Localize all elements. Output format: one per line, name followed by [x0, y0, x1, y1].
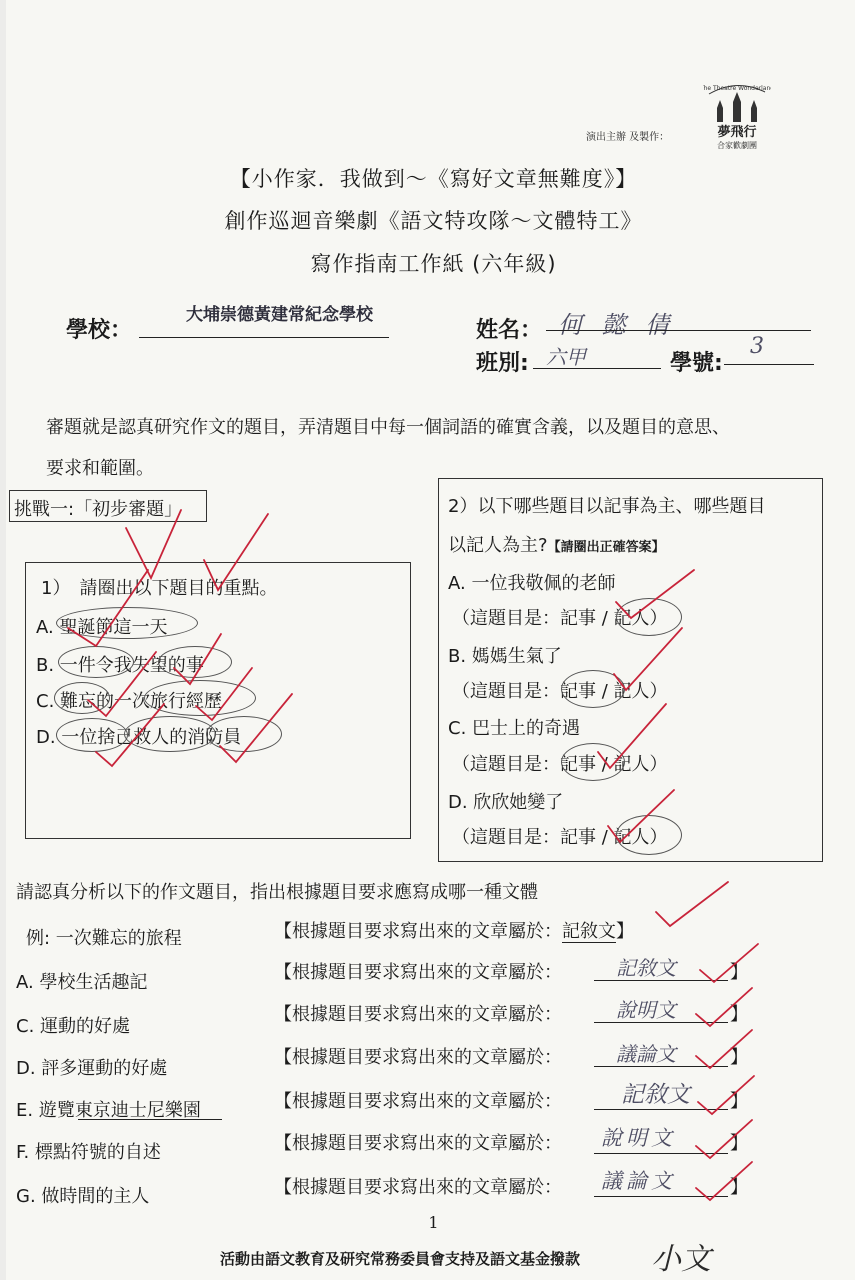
- number-label: 學號:: [670, 351, 723, 376]
- page-number: 1: [428, 1213, 439, 1232]
- check-mark: [656, 882, 728, 926]
- teacher-signature: 小文: [651, 1242, 711, 1277]
- check-mark: [204, 514, 268, 590]
- check-mark: [700, 944, 758, 982]
- school-value: 大埔崇德黃建常紀念學校: [186, 305, 373, 325]
- check-mark: [220, 694, 292, 762]
- title-line-1: 【小作家．我做到～《寫好文章無難度》】: [229, 167, 638, 191]
- example-prefix: 【根據題目要求寫出來的文章屬於：: [274, 921, 562, 942]
- check-mark: [696, 1120, 752, 1158]
- q1-option-c: C. 難忘的一次旅行經歷: [36, 691, 223, 712]
- check-mark: [696, 1162, 752, 1200]
- name-label: 姓名：: [476, 318, 543, 343]
- check-mark: [68, 570, 148, 646]
- row-e-answer: 記敘文: [621, 1082, 690, 1108]
- q2-item-b-answer: （這題目是：記事 / 記人）: [452, 681, 668, 702]
- title-line-2: 創作巡迴音樂劇《語文特攻隊～文體特工》: [224, 209, 643, 233]
- intro-line-2: 要求和範圍。: [46, 458, 154, 479]
- check-mark: [696, 1030, 752, 1068]
- row-f-prefix: 【根據題目要求寫出來的文章屬於：: [274, 1133, 562, 1154]
- check-mark: [88, 652, 156, 716]
- q1-prompt: 1） 請圈出以下題目的重點。: [41, 578, 278, 599]
- example-title: 例: 一次難忘的旅程: [26, 928, 182, 949]
- row-e-prefix: 【根據題目要求寫出來的文章屬於：: [274, 1091, 562, 1112]
- row-e-title-text: E. 遊覽東京迪士尼樂園: [16, 1100, 201, 1121]
- check-mark: [196, 668, 252, 720]
- q2-item-d-answer: （這題目是：記事 / 記人）: [452, 827, 668, 848]
- q2-item-c-title: C. 巴士上的奇遇: [448, 718, 581, 739]
- row-e-suffix: 】: [730, 1091, 748, 1112]
- check-mark: [698, 1076, 754, 1114]
- logo-caption: The Theatre Wonderland: [703, 85, 771, 92]
- teacher-check-marks: [6, 0, 855, 1280]
- q1-option-d: D. 一位捨己救人的消防員: [36, 727, 242, 748]
- row-c-suffix: 】: [730, 1004, 748, 1025]
- number-value: 3: [750, 334, 764, 359]
- q1-option-a: A. 聖誕節這一天: [36, 617, 168, 638]
- row-a-prefix: 【根據題目要求寫出來的文章屬於：: [274, 962, 562, 983]
- worksheet-page: [6, 0, 855, 1280]
- q2-prompt-question: 以記人為主?: [448, 535, 548, 556]
- row-d-answer: 議論文: [616, 1042, 676, 1066]
- q2-item-a-title: A. 一位我敬佩的老師: [448, 573, 616, 594]
- q1-option-b: B. 一件令我失望的事: [36, 655, 204, 676]
- row-f-answer: 說明文: [601, 1126, 676, 1150]
- row-c-answer: 說明文: [616, 998, 676, 1022]
- q2-item-b-title: B. 媽媽生氣了: [448, 646, 562, 667]
- row-c-title: C. 運動的好處: [16, 1016, 131, 1037]
- row-d-suffix: 】: [730, 1047, 748, 1068]
- q2-prompt-line-1: 2）以下哪些題目以記事為主、哪些題目: [448, 496, 766, 517]
- check-mark: [696, 988, 752, 1026]
- row-f-suffix: 】: [730, 1133, 748, 1154]
- example-answer: 記敘文: [562, 921, 616, 942]
- row-g-suffix: 】: [730, 1177, 748, 1198]
- q2-item-c-answer: （這題目是：記事 / 記人）: [452, 754, 668, 775]
- producer-label: 演出主辦 及製作：: [586, 132, 670, 143]
- challenge-label: 挑戰一:「初步審題」: [14, 499, 183, 520]
- q2-item-a-answer: （這題目是：記事 / 記人）: [452, 608, 668, 629]
- class-value: 六甲: [546, 345, 586, 369]
- row-d-title: D. 評多運動的好處: [16, 1058, 168, 1079]
- check-mark: [174, 634, 221, 684]
- name-value: 何 懿 倩: [558, 311, 676, 339]
- check-mark: [96, 704, 164, 766]
- check-mark: [616, 570, 694, 618]
- row-a-suffix: 】: [730, 962, 748, 983]
- q2-prompt-instruction: 【請圈出正確答案】: [547, 540, 665, 555]
- row-d-prefix: 【根據題目要求寫出來的文章屬於：: [274, 1047, 562, 1068]
- row-g-answer: 議論文: [601, 1169, 676, 1193]
- check-mark: [598, 704, 666, 768]
- row-g-title: G. 做時間的主人: [16, 1186, 150, 1207]
- logo-name: 夢飛行: [717, 125, 757, 140]
- check-mark: [614, 628, 682, 690]
- row-f-title: F. 標點符號的自述: [16, 1142, 161, 1163]
- sponsor-text: 活動由語文教育及研究常務委員會支持及語文基金撥款: [220, 1250, 581, 1268]
- intro-line-1: 審題就是認真研究作文的題目，弄清題目中每一個詞語的確實含義，以及題目的意思、: [46, 417, 730, 438]
- check-mark: [126, 510, 181, 578]
- q2-item-d-title: D. 欣欣她變了: [448, 792, 564, 813]
- title-line-3: 寫作指南工作紙 (六年級): [310, 252, 557, 276]
- row-c-prefix: 【根據題目要求寫出來的文章屬於：: [274, 1004, 562, 1025]
- class-label: 班別:: [476, 351, 529, 376]
- logo-sub: 合家歡劇團: [717, 141, 757, 150]
- check-mark: [608, 790, 674, 842]
- row-a-answer: 記敘文: [616, 956, 676, 980]
- row-g-prefix: 【根據題目要求寫出來的文章屬於：: [274, 1177, 562, 1198]
- row-a-title: A. 學校生活趣記: [16, 972, 148, 993]
- example-suffix: 】: [616, 921, 634, 942]
- school-label: 學校：: [66, 318, 133, 343]
- analysis-instruction: 請認真分析以下的作文題目，指出根據題目要求應寫成哪一種文體: [16, 882, 538, 903]
